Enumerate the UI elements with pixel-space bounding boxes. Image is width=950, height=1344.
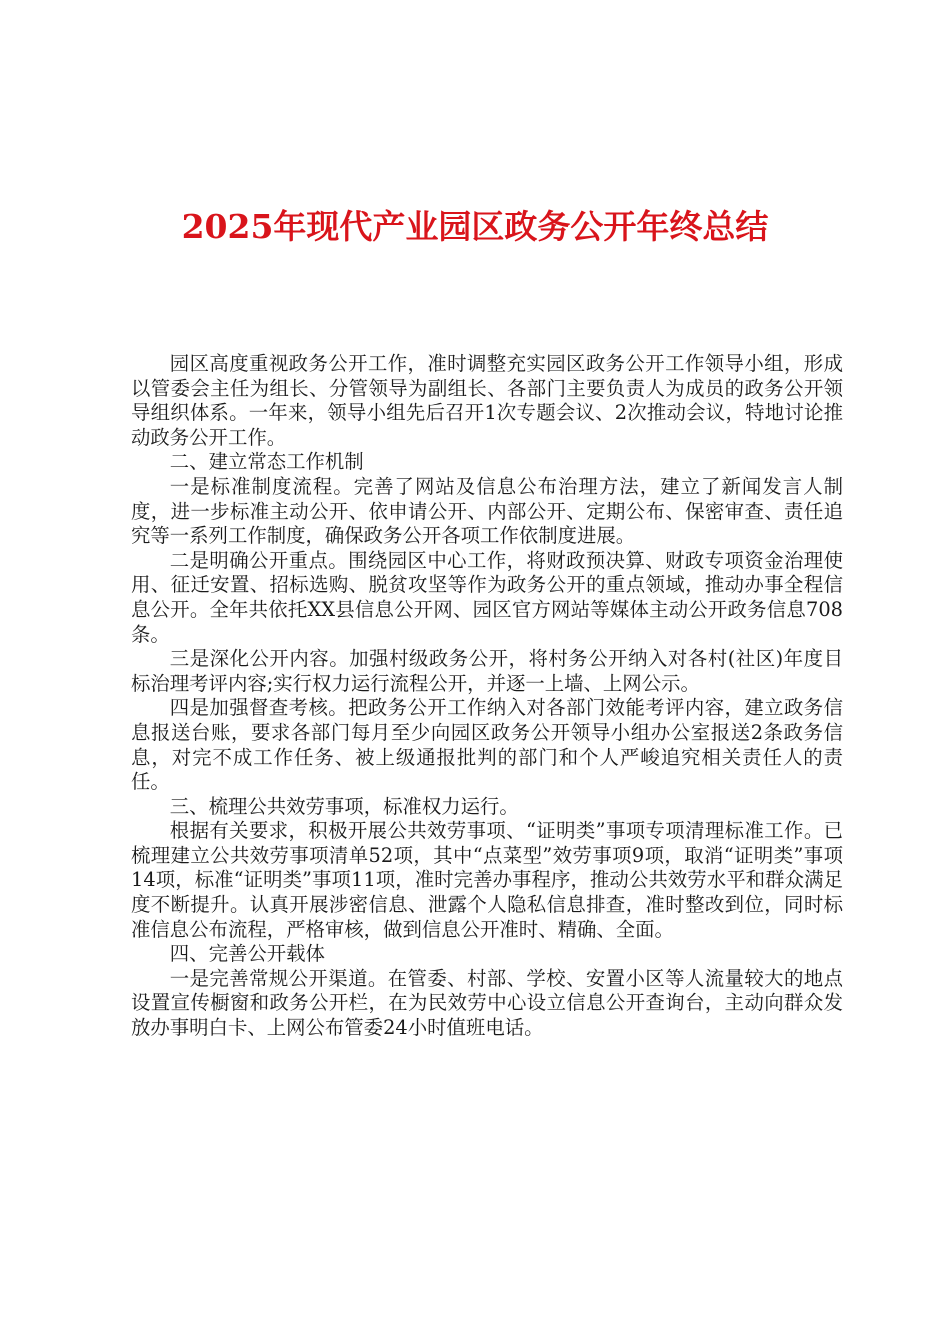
section-heading-4: 四、完善公开载体: [169, 942, 325, 966]
paragraph-key-points: 二是明确公开重点。围绕园区中心工作，将财政预决算、财政专项资金治理使用、征迁安置、招标选购、脱贫攻坚等作为政务公开的重点领域，推动办事全程信息公开。全年共依托XX县信息公开网、园区官方网站等媒体主动公开政务信息708条。: [131, 548, 843, 646]
paragraph-deepen-content: 三是深化公开内容。加强村级政务公开，将村务公开纳入对各村(社区)年度目标治理考评内容;实行权力运行流程公开，并逐一上墙、上网公示。: [131, 647, 843, 695]
document-title: 2025年现代产业园区政务公开年终总结: [181, 207, 769, 246]
paragraph-public-services: 根据有关要求，积极开展公共效劳事项、“证明类”事项专项清理标准工作。已梳理建立公共效劳事项清单52项，其中“点菜型”效劳事项9项，取消“证明类”事项14项，标准“证明类”事项11项，准时完善办事程序，推动公共效劳水平和群众满足度不断提升。认真开展涉密信息、泄露个人隐私信息排查，准时整改到位，同时标准信息公布流程，严格审核，做到信息公开准时、精确、全面。: [131, 819, 843, 941]
paragraph-supervision: 四是加强督查考核。把政务公开工作纳入对各部门效能考评内容，建立政务信息报送台账，要求各部门每月至少向园区政务公开领导小组办公室报送2条政务信息，对完不成工作任务、被上级通报批判的部门和个人严峻追究相关责任人的责任。: [131, 696, 843, 794]
document-body: [131, 352, 843, 1041]
paragraph-intro: 园区高度重视政务公开工作，准时调整充实园区政务公开工作领导小组，形成以管委会主任为组长、分管领导为副组长、各部门主要负责人为成员的政务公开领导组织体系。一年来，领导小组先后召开1次专题会议、2次推动会议，特地讨论推动政务公开工作。: [131, 352, 843, 449]
paragraph-channels: 一是完善常规公开渠道。在管委、村部、学校、安置小区等人流量较大的地点设置宣传橱窗和政务公开栏，在为民效劳中心设立信息公开查询台，主动向群众发放办事明白卡、上网公布管委24小时值班电话。: [131, 966, 843, 1040]
section-heading-3: 三、梳理公共效劳事项，标准权力运行。: [169, 794, 519, 818]
paragraph-standard-process: 一是标准制度流程。完善了网站及信息公布治理方法，建立了新闻发言人制度，进一步标准主动公开、依申请公开、内部公开、定期公布、保密审查、责任追究等一系列工作制度，确保政务公开各项工作依制度进展。: [131, 474, 843, 548]
section-heading-2: 二、建立常态工作机制: [169, 450, 364, 474]
